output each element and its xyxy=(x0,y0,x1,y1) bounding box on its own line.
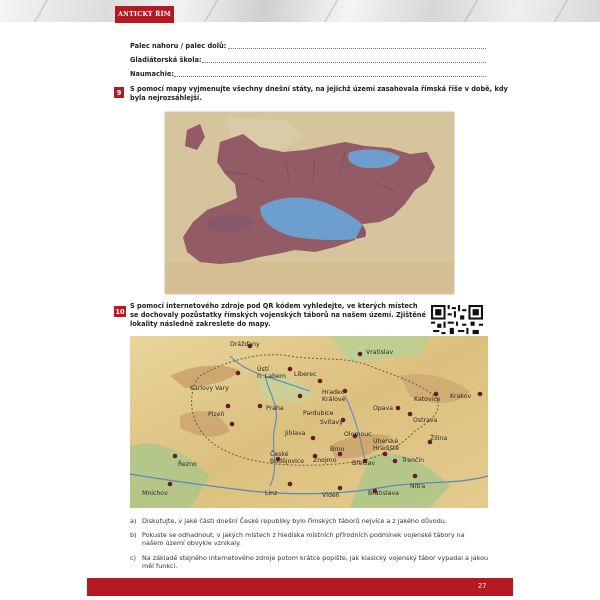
city-label-rezno: Řezno xyxy=(178,461,197,468)
marble-vein xyxy=(204,0,219,22)
answer-line-naumachia[interactable] xyxy=(174,76,486,77)
city-label-usti: Ústí xyxy=(257,366,269,373)
field-label-gladiator-school: Gladiátorská škola: xyxy=(130,56,202,64)
footer-bar xyxy=(87,578,513,596)
city-label-jihlava: Jihlava xyxy=(285,430,306,437)
city-label-zilina: Žilina xyxy=(430,435,448,442)
field-label-naumachia: Naumachie: xyxy=(130,70,174,78)
question-b-line1: Pokuste se odhadnout, v jakých místech z hlediska místních přírodních podmínek vojenské tábory na xyxy=(142,531,465,539)
city-label-uherske: Uherské xyxy=(373,438,399,445)
city-label-budejovice: Budějovice xyxy=(270,458,304,465)
city-label-katovice: Katovice xyxy=(414,396,441,403)
city-label-brno: Brno xyxy=(330,446,345,453)
city-label-ceske: České xyxy=(270,451,289,458)
city-label-plzen: Plzeň xyxy=(208,411,225,418)
question-a-line1: Diskutujte, v jaké části dnešní České republiky bylo římských táborů nejvíce a z jakého důvodu. xyxy=(142,517,447,525)
city-label-viden: Vídeň xyxy=(322,492,340,499)
city-label-praha: Praha xyxy=(266,405,284,412)
city-label-bratislava: Bratislava xyxy=(368,490,399,497)
answer-line-gladiator-school[interactable] xyxy=(202,62,486,63)
task-number-badge: 9 xyxy=(114,87,124,98)
marble-vein xyxy=(554,0,569,22)
marble-vein xyxy=(34,0,49,22)
city-label-nitra: Nitra xyxy=(410,483,426,490)
roman-empire-map-svg xyxy=(165,112,454,294)
roman-empire-map xyxy=(165,112,454,294)
page-number: 27 xyxy=(478,582,487,590)
question-letter: c) xyxy=(130,554,137,562)
city-label-liberec: Liberec xyxy=(294,371,317,378)
marble-vein xyxy=(464,0,479,22)
city-label-hradiste: Hradiště xyxy=(373,445,400,452)
city-label-krakov: Krakov xyxy=(450,393,472,400)
city-label-znojmo: Znojmo xyxy=(313,457,337,464)
question-letter: b) xyxy=(130,531,137,539)
task10-text-line1: S pomocí internetového zdroje pod QR kódem vyhledejte, ve kterých místech xyxy=(130,302,418,310)
question-c-line2: měl funkci. xyxy=(142,562,178,570)
city-label-vratislav: Vratislav xyxy=(366,349,394,356)
task9-text-line2: byla nejrozsáhlejší. xyxy=(130,94,202,102)
city-label-karlovy-vary: Karlovy Vary xyxy=(190,385,229,392)
marble-header-band xyxy=(0,0,600,22)
city-label-linz: Linz xyxy=(265,490,278,497)
city-label-ostrava: Ostrava xyxy=(413,417,438,424)
marble-vein xyxy=(324,0,339,22)
czech-region-map xyxy=(130,336,488,508)
task9-text-line1: S pomocí mapy vyjmenujte všechny dnešní státy, na jejichž území zasahovala římská říše v době, kdy xyxy=(130,85,508,93)
question-letter: a) xyxy=(130,517,137,525)
city-label-breclav: Břeclav xyxy=(352,460,376,467)
city-label-drazdany: Drážďany xyxy=(230,341,260,348)
task10-text-line3: lokality následně zakreslete do mapy. xyxy=(130,320,271,328)
city-label-usti-2: n. Labem xyxy=(257,373,286,380)
city-label-opava: Opava xyxy=(373,405,394,412)
city-label-mnichov: Mnichov xyxy=(142,490,168,497)
city-label-trencin: Trenčín xyxy=(402,457,425,464)
task10-text-line2: se dochovaly pozůstatky římských vojenských táborů na našem území. Zjištěné xyxy=(130,311,426,319)
city-label-svitavy: Svitavy xyxy=(320,419,343,426)
question-b-line2: našem území obvykle vznikaly. xyxy=(142,539,241,547)
city-label-hradec: Hradec xyxy=(322,389,345,396)
answer-line-thumbs[interactable] xyxy=(228,48,486,49)
city-label-olomouc: Olomouc xyxy=(344,431,372,438)
city-label-hradec-2: Králové xyxy=(322,396,346,403)
field-label-thumbs: Palec nahoru / palec dolů: xyxy=(130,42,227,50)
question-c-line1: Na základě stejného internetového zdroje potom krátce popište, jak klasický vojenský tábor vypadal a jakou xyxy=(142,554,489,562)
city-label-pardubice: Pardubice xyxy=(303,410,334,417)
task-number-badge: 10 xyxy=(115,307,125,316)
section-title-tag: ANTICKÝ ŘÍM xyxy=(115,6,174,23)
czech-region-map-svg xyxy=(130,336,488,508)
